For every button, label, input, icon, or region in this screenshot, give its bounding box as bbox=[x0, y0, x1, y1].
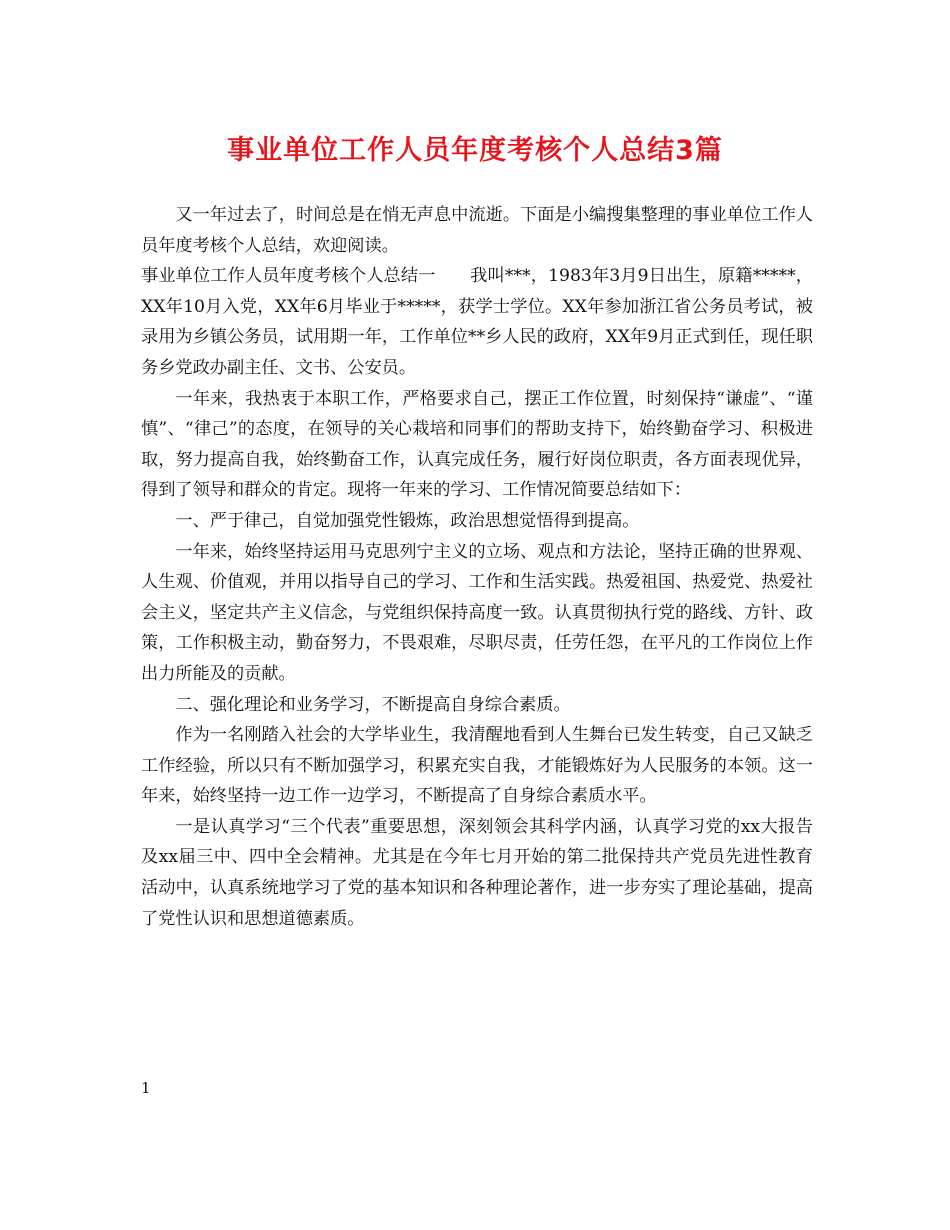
summary-one-heading-paragraph: 事业单位工作人员年度考核个人总结一 我叫***，1983年3月9日出生，原籍*****，XX年10月入党，XX年6月毕业于*****，获学士学位。XX年参加浙江省公务员考试，被录用为乡镇公务员，试用期一年，工作单位**乡人民的政府，XX年9月正式到任，现任职务乡党政办副主任、文书、公安员。 bbox=[141, 266, 813, 378]
body-paragraph: 一年来，我热衷于本职工作，严格要求自己，摆正工作位置，时刻保持“谦虚”、“谨慎”、“律己”的态度，在领导的关心栽培和同事们的帮助支持下，始终勤奋学习、积极进取，努力提高自我，始终勤奋工作，认真完成任务，履行好岗位职责，各方面表现优异，得到了领导和群众的肯定。现将一年来的学习、工作情况简要总结如下： bbox=[141, 388, 813, 501]
document-title: 事业单位工作人员年度考核个人总结3篇 bbox=[227, 135, 723, 166]
section-heading-one: 一、严于律己，自觉加强党性锻炼，政治思想觉悟得到提高。 bbox=[175, 510, 640, 531]
body-paragraph: 一是认真学习“三个代表”重要思想，深刻领会其科学内涵，认真学习党的xx大报告及xx届三中、四中全会精神。尤其是在今年七月开始的第二批保持共产党员先进性教育活动中，认真系统地学习了党的基本知识和各种理论著作，进一步夯实了理论基础，提高了党性认识和思想道德素质。 bbox=[141, 816, 813, 929]
body-paragraph: 一年来，始终坚持运用马克思列宁主义的立场、观点和方法论，坚持正确的世界观、人生观、价值观，并用以指导自己的学习、工作和生活实践。热爱祖国、热爱党、热爱社会主义，坚定共产主义信念，与党组织保持高度一致。认真贯彻执行党的路线、方针、政策，工作积极主动，勤奋努力，不畏艰难，尽职尽责，任劳任怨，在平凡的工作岗位上作出力所能及的贡献。 bbox=[141, 541, 813, 684]
section-heading-two: 二、强化理论和业务学习，不断提高自身综合素质。 bbox=[175, 694, 571, 715]
intro-paragraph: 又一年过去了，时间总是在悄无声息中流逝。下面是小编搜集整理的事业单位工作人员年度考核个人总结，欢迎阅读。 bbox=[141, 205, 813, 256]
body-paragraph: 作为一名刚踏入社会的大学毕业生，我清醒地看到人生舞台已发生转变，自己又缺乏工作经验，所以只有不断加强学习，积累充实自我，才能锻炼好为人民服务的本领。这一年来，始终坚持一边工作一边学习，不断提高了自身综合素质水平。 bbox=[141, 725, 813, 807]
document-body bbox=[141, 200, 813, 934]
page-number: 1 bbox=[141, 1079, 151, 1097]
